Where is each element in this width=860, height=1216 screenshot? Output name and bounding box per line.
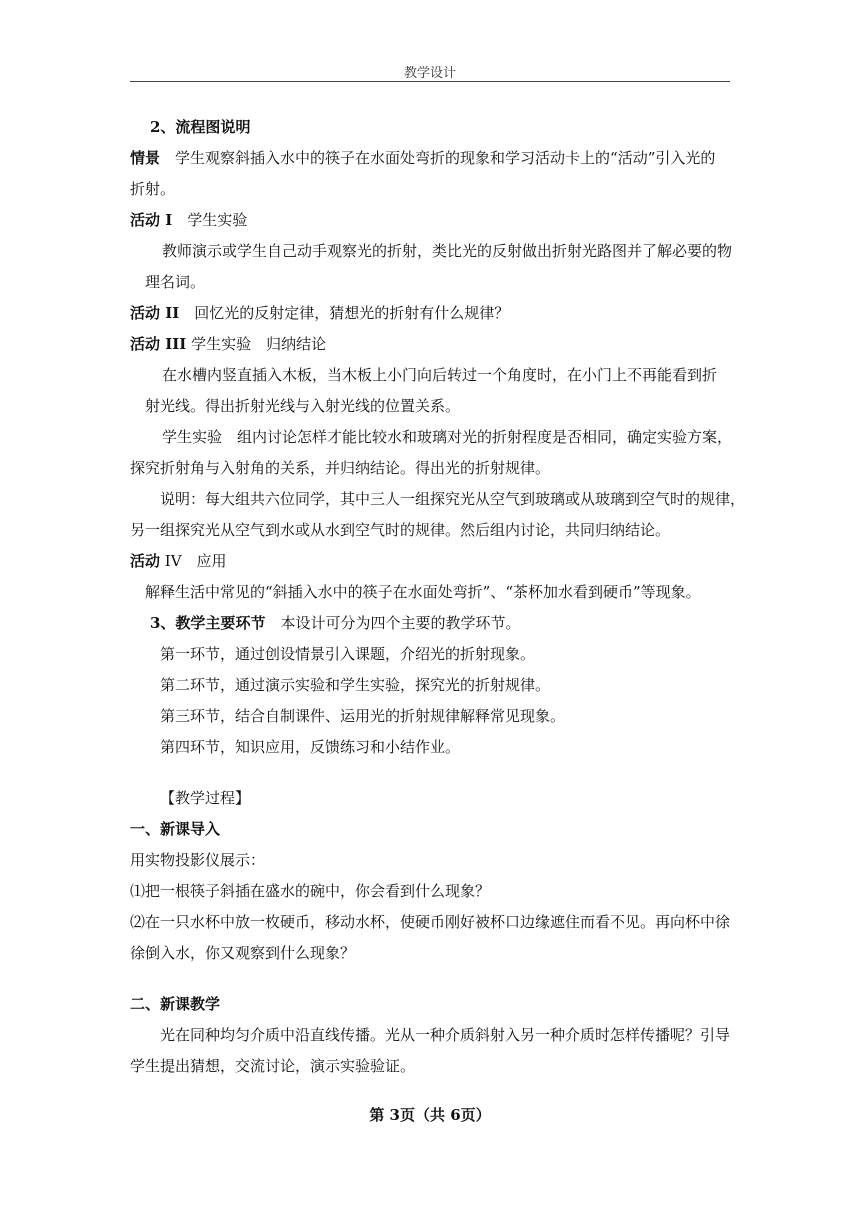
list-item: 第三环节，结合自制课件、运用光的折射规律解释常见现象。 xyxy=(160,707,566,725)
paragraph-line: 另一组探究光从空气到水或从水到空气时的规律。然后组内讨论，共同归纳结论。 xyxy=(130,521,671,539)
text: 回忆光的反射定律，猜想光的折射有什么规律？ xyxy=(194,304,510,322)
paragraph-line xyxy=(130,546,730,577)
spacer xyxy=(130,969,730,989)
label-activity-3: 活动 III xyxy=(130,335,187,353)
text: IV 应用 xyxy=(164,552,227,570)
list-item: ⑴把一根筷子斜插在盛水的碗中，你会看到什么现象？ xyxy=(130,882,491,900)
section-heading-flowchart: 2、流程图说明 xyxy=(150,118,251,136)
section-heading-new-lesson: 二、新课教学 xyxy=(130,995,221,1013)
paragraph-line xyxy=(130,205,730,236)
header-divider xyxy=(130,81,730,82)
list-item: 第二环节，通过演示实验和学生实验，探究光的折射规律。 xyxy=(160,676,551,694)
page-number: 第 3页（共 6页） xyxy=(369,1106,491,1124)
label-activity-1: 活动 I xyxy=(130,211,173,229)
paragraph-line: 说明：每大组共六位同学，其中三人一组探究光从空气到玻璃或从玻璃到空气时的规律， xyxy=(160,490,746,508)
spacer xyxy=(130,763,730,783)
paragraph-line: 探究折射角与入射角的关系，并归纳结论。得出光的折射规律。 xyxy=(130,459,551,477)
paragraph-line xyxy=(130,143,730,174)
label-activity-2: 活动 II xyxy=(130,304,180,322)
text: 本设计可分为四个主要的教学环节。 xyxy=(280,614,521,632)
text: 学生实验 归纳结论 xyxy=(191,335,327,353)
paragraph-line: 理名词。 xyxy=(145,273,206,291)
paragraph-line xyxy=(130,608,730,639)
paragraph-line: 解释生活中常见的“斜插入水中的筷子在水面处弯折”、“茶杯加水看到硬币”等现象。 xyxy=(145,583,701,601)
list-item: 第一环节，通过创设情景引入课题，介绍光的折射现象。 xyxy=(160,645,536,663)
list-item: 第四环节，知识应用，反馈练习和小结作业。 xyxy=(160,738,461,756)
paragraph-line: 学生实验 组内讨论怎样才能比较水和玻璃对光的折射程度是否相同，确定实验方案， xyxy=(162,428,733,446)
paragraph-line: 射光线。得出折射光线与入射光线的位置关系。 xyxy=(145,397,461,415)
paragraph-line: 用实物投影仪展示： xyxy=(130,851,266,869)
paragraph-line xyxy=(130,298,730,329)
document-body xyxy=(130,112,746,1082)
paragraph-line xyxy=(130,329,730,360)
paragraph-line: 光在同种均匀介质中沿直线传播。光从一种介质斜射入另一种介质时怎样传播呢？引导 xyxy=(160,1026,731,1044)
paragraph-line: 学生提出猜想，交流讨论，演示实验验证。 xyxy=(130,1057,416,1075)
text: 学生观察斜插入水中的筷子在水面处弯折的现象和学习活动卡上的“活动”引入光的 xyxy=(175,149,716,167)
paragraph-line: 在水槽内竖直插入木板，当木板上小门向后转过一个角度时，在小门上不再能看到折 xyxy=(162,366,718,384)
page-header-title: 教学设计 xyxy=(403,66,456,81)
section-heading-main-stages: 3、教学主要环节 xyxy=(150,614,266,632)
label-activity-4: 活动 xyxy=(130,552,161,570)
paragraph-line: 徐倒入水，你又观察到什么现象？ xyxy=(130,944,356,962)
paragraph-line: 折射。 xyxy=(130,180,176,198)
label-scenario: 情景 xyxy=(130,149,161,167)
text: 学生实验 xyxy=(187,211,248,229)
section-heading-teaching-process: 【教学过程】 xyxy=(160,789,251,807)
paragraph-line: 教师演示或学生自己动手观察光的折射，类比光的反射做出折射光路图并了解必要的物 xyxy=(162,242,733,260)
list-item: ⑵在一只水杯中放一枚硬币，移动水杯，使硬币刚好被杯口边缘遮住而看不见。再向杯中徐 xyxy=(130,913,731,931)
section-heading-intro: 一、新课导入 xyxy=(130,820,221,838)
